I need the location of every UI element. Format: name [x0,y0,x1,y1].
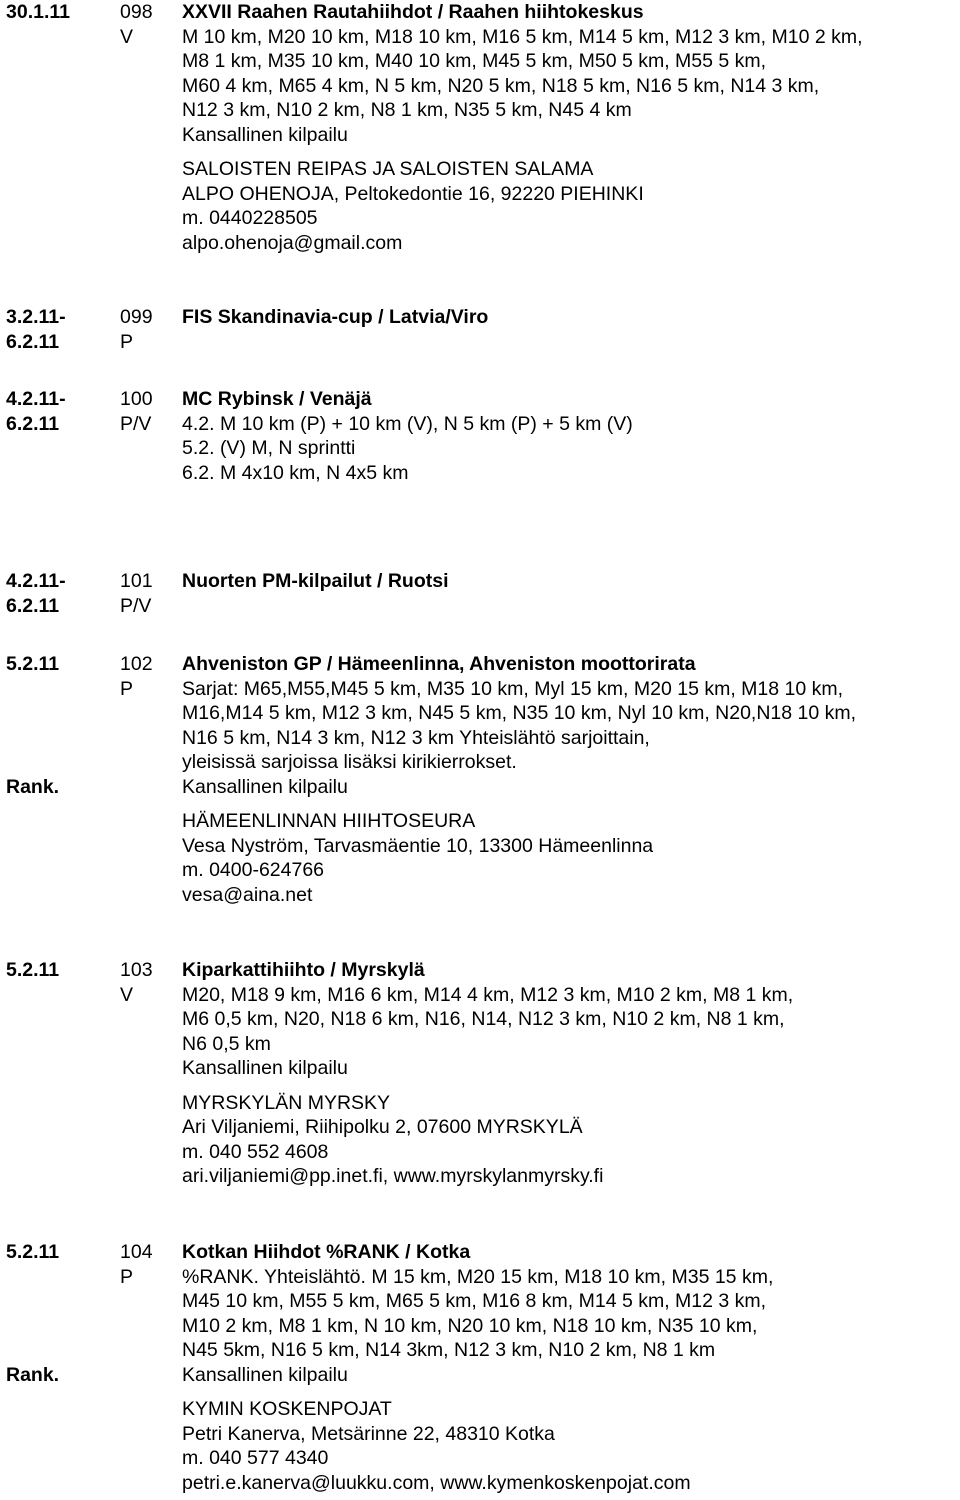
date-line: 5.2.11 [6,653,60,675]
event-title: FIS Skandinavia-cup / Latvia/Viro [182,306,489,328]
contact-line[interactable]: alpo.ohenoja@gmail.com [182,231,403,254]
event-style: P/V [120,594,152,617]
entry-details [182,569,957,594]
date-line: 6.2.11 [6,412,60,435]
detail-line: M6 0,5 km, N20, N18 6 km, N16, N14, N12 3 km, N10 2 km, N8 1 km, [182,1008,785,1030]
entry-details [182,305,957,330]
event-title: Nuorten PM-kilpailut / Ruotsi [182,570,449,592]
entry-number [120,652,180,701]
event-title: MC Rybinsk / Venäjä [182,388,372,410]
detail-line: N6 0,5 km [182,1032,271,1055]
event-style: V [120,983,134,1006]
detail-line: HÄMEENLINNAN HIIHTOSEURA [182,810,476,832]
detail-line: yleisissä sarjoissa lisäksi kirikierrokset. [182,751,517,773]
detail-line: m. 0440228505 [182,207,318,229]
detail-line: N45 5km, N16 5 km, N14 3km, N12 3 km, N10 2 km, N8 1 km [182,1339,716,1361]
entry-date [6,652,106,677]
entry-number [120,958,180,1007]
detail-line: M8 1 km, M35 10 km, M40 10 km, M45 5 km, M50 5 km, M55 5 km, [182,50,767,72]
entry-details [182,387,957,485]
ranking-label: Rank. [6,1363,60,1386]
detail-line: MYRSKYLÄN MYRSKY [182,1091,391,1114]
detail-line: m. 040 577 4340 [182,1447,329,1469]
entry-number [120,0,180,49]
event-title: XXVII Raahen Rautahiihdot / Raahen hiihtokeskus [182,1,644,23]
entry-details [182,652,957,907]
date-line: 5.2.11 [6,1241,60,1263]
event-style: P [120,1265,134,1288]
detail-line: 4.2. M 10 km (P) + 10 km (V), N 5 km (P) + 5 km (V) [182,412,633,435]
date-line: 4.2.11- [6,570,66,592]
detail-line: m. 040 552 4608 [182,1140,329,1163]
entry-details [182,0,957,255]
entry-date [6,0,106,25]
event-number: 102 [120,653,153,675]
event-number: 099 [120,306,153,328]
entry-date [6,1240,106,1265]
detail-line: %RANK. Yhteislähtö. M 15 km, M20 15 km, M18 10 km, M35 15 km, [182,1265,774,1288]
detail-line: Kansallinen kilpailu [182,1057,348,1079]
detail-line: Vesa Nyström, Tarvasmäentie 10, 13300 Hämeenlinna [182,834,654,857]
detail-line: M 10 km, M20 10 km, M18 10 km, M16 5 km, M14 5 km, M12 3 km, M10 2 km, [182,25,863,48]
detail-line: SALOISTEN REIPAS JA SALOISTEN SALAMA [182,158,594,180]
entry-date [6,305,106,354]
event-number: 103 [120,959,153,981]
entry-number [120,569,180,618]
event-title: Kiparkattihiihto / Myrskylä [182,959,425,981]
date-line: 4.2.11- [6,388,66,410]
detail-line: M45 10 km, M55 5 km, M65 5 km, M16 8 km, M14 5 km, M12 3 km, [182,1290,767,1312]
detail-line: 6.2. M 4x10 km, N 4x5 km [182,461,409,484]
detail-line: M20, M18 9 km, M16 6 km, M14 4 km, M12 3 km, M10 2 km, M8 1 km, [182,983,794,1006]
event-style: P/V [120,412,152,435]
detail-line: M10 2 km, M8 1 km, N 10 km, N20 10 km, N18 10 km, N35 10 km, [182,1314,758,1337]
event-number: 101 [120,570,153,592]
detail-line: KYMIN KOSKENPOJAT [182,1398,392,1420]
detail-line: N16 5 km, N14 3 km, N12 3 km Yhteislähtö sarjoittain, [182,726,650,749]
event-number: 098 [120,1,153,23]
event-number: 100 [120,388,153,410]
detail-line: Petri Kanerva, Metsärinne 22, 48310 Kotka [182,1422,555,1445]
entry-number [120,387,180,436]
entry-number [120,305,180,354]
date-line: 5.2.11 [6,959,60,981]
event-title: Ahveniston GP / Hämeenlinna, Ahveniston moottorirata [182,653,696,675]
detail-line: ALPO OHENOJA, Peltokedontie 16, 92220 PIEHINKI [182,182,644,205]
detail-line: Ari Viljaniemi, Riihipolku 2, 07600 MYRSKYLÄ [182,1116,583,1138]
entry-details [182,958,957,1189]
date-line: 3.2.11- [6,306,66,328]
detail-line: M16,M14 5 km, M12 3 km, N45 5 km, N35 10 km, Nyl 10 km, N20,N18 10 km, [182,702,857,724]
contact-line[interactable]: vesa@aina.net [182,883,313,906]
detail-line: Sarjat: M65,M55,M45 5 km, M35 10 km, Myl 15 km, M20 15 km, M18 10 km, [182,677,844,700]
event-number: 104 [120,1241,153,1263]
entry-date [6,958,106,983]
date-line: 30.1.11 [6,1,70,23]
entry-details [182,1240,957,1495]
event-title: Kotkan Hiihdot %RANK / Kotka [182,1241,471,1263]
event-style: V [120,25,134,48]
detail-line: 5.2. (V) M, N sprintti [182,437,356,459]
ranking-label: Rank. [6,775,60,798]
detail-line: Kansallinen kilpailu [182,123,348,146]
spacer [182,1387,957,1397]
entry-date [6,387,106,436]
date-line: 6.2.11 [6,330,60,353]
date-line: 6.2.11 [6,594,60,617]
spacer [182,799,957,809]
event-style: P [120,330,134,353]
detail-line: Kansallinen kilpailu [182,1363,348,1386]
detail-line: m. 0400-624766 [182,859,325,881]
event-style: P [120,677,134,700]
entry-date [6,569,106,618]
spacer [182,147,957,157]
detail-line: Kansallinen kilpailu [182,775,348,798]
spacer [182,1081,957,1091]
contact-line[interactable]: petri.e.kanerva@luukku.com, www.kymenkoskenpojat.com [182,1471,691,1494]
detail-line: M60 4 km, M65 4 km, N 5 km, N20 5 km, N18 5 km, N16 5 km, N14 3 km, [182,74,820,97]
contact-line[interactable]: ari.viljaniemi@pp.inet.fi, www.myrskylanmyrsky.fi [182,1165,604,1187]
detail-line: N12 3 km, N10 2 km, N8 1 km, N35 5 km, N45 4 km [182,99,632,121]
entry-number [120,1240,180,1289]
